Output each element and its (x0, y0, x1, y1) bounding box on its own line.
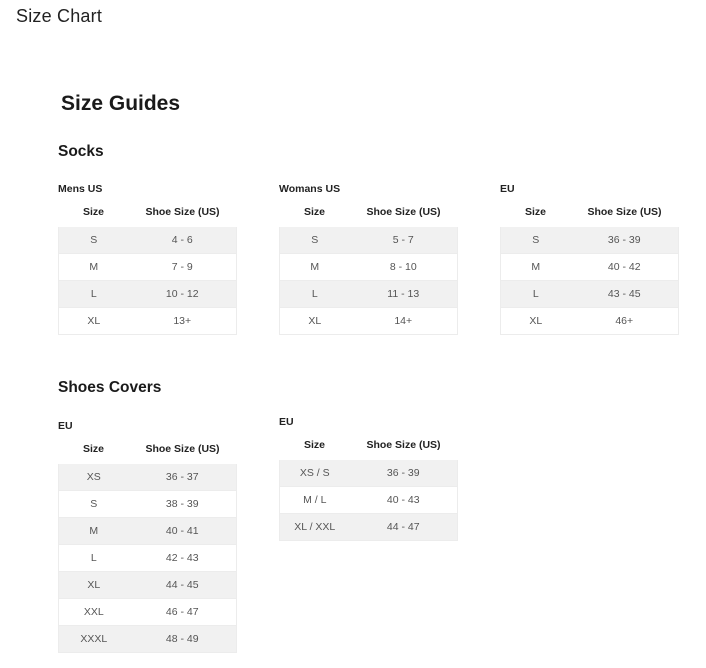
shoe-size-cell: 36 - 39 (350, 460, 458, 487)
size-cell: XS / S (280, 460, 350, 487)
header-shoe-size: Shoe Size (US) (145, 442, 220, 455)
shoe-size-cell: 46+ (571, 308, 679, 335)
size-cell: L (59, 281, 129, 308)
size-cell: L (280, 281, 350, 308)
header-shoe-size: Shoe Size (US) (366, 438, 441, 451)
table-row (501, 281, 679, 308)
size-cell: M (59, 518, 129, 545)
table-row (59, 545, 237, 572)
table-row (501, 227, 679, 254)
size-cell: XL (501, 308, 571, 335)
table-row (59, 464, 237, 491)
table-row (280, 460, 458, 487)
shoe-size-cell: 40 - 42 (571, 254, 679, 281)
table-row (280, 487, 458, 514)
size-cell: XL (280, 308, 350, 335)
table-label: EU (58, 420, 73, 432)
table-row (59, 491, 237, 518)
shoe-size-cell: 8 - 10 (350, 254, 458, 281)
size-cell: S (501, 227, 571, 254)
table-label: Mens US (58, 183, 103, 195)
size-table (58, 433, 237, 653)
table-row (280, 281, 458, 308)
socks-womans-us-block (279, 182, 457, 335)
table-row (59, 227, 237, 254)
table-row (59, 599, 237, 626)
size-cell: XL / XXL (280, 514, 350, 541)
header-size: Size (82, 442, 104, 455)
size-cell: S (280, 227, 350, 254)
table-row (280, 227, 458, 254)
page-title: Size Chart (16, 6, 103, 26)
table-row (59, 518, 237, 545)
table-label: Womans US (279, 183, 341, 195)
shoe-size-cell: 40 - 41 (129, 518, 237, 545)
table-row (501, 254, 679, 281)
shoe-size-cell: 5 - 7 (350, 227, 458, 254)
shoe-size-cell: 10 - 12 (129, 281, 237, 308)
header-size: Size (303, 438, 325, 451)
table-row (280, 254, 458, 281)
size-cell: S (59, 491, 129, 518)
size-table (279, 429, 458, 541)
size-cell: S (59, 227, 129, 254)
shoe-covers-eu-combined-block (279, 415, 457, 541)
size-table (58, 196, 237, 335)
table-row (280, 514, 458, 541)
shoe-size-cell: 46 - 47 (129, 599, 237, 626)
shoe-size-cell: 44 - 45 (129, 572, 237, 599)
table-row (501, 308, 679, 335)
shoe-size-cell: 7 - 9 (129, 254, 237, 281)
table-row (59, 626, 237, 653)
shoe-covers-heading: Shoes Covers (58, 379, 162, 396)
size-table (279, 196, 458, 335)
size-guides-heading: Size Guides (61, 92, 181, 115)
shoe-size-cell: 36 - 39 (571, 227, 679, 254)
shoe-size-cell: 43 - 45 (571, 281, 679, 308)
shoe-size-cell: 48 - 49 (129, 626, 237, 653)
header-shoe-size: Shoe Size (US) (587, 205, 662, 218)
size-cell: XL (59, 572, 129, 599)
shoe-size-cell: 4 - 6 (129, 227, 237, 254)
size-cell: L (501, 281, 571, 308)
size-cell: XXL (59, 599, 129, 626)
size-table (500, 196, 679, 335)
shoe-size-cell: 11 - 13 (350, 281, 458, 308)
shoe-size-cell: 40 - 43 (350, 487, 458, 514)
header-size: Size (303, 205, 325, 218)
shoe-size-cell: 14+ (350, 308, 458, 335)
shoe-size-cell: 13+ (129, 308, 237, 335)
shoe-size-cell: 36 - 37 (129, 464, 237, 491)
socks-mens-us-block (58, 182, 236, 335)
table-row (59, 281, 237, 308)
table-row (280, 308, 458, 335)
shoe-size-cell: 44 - 47 (350, 514, 458, 541)
header-shoe-size: Shoe Size (US) (145, 205, 220, 218)
table-row (59, 308, 237, 335)
table-row (59, 254, 237, 281)
size-cell: M / L (280, 487, 350, 514)
header-shoe-size: Shoe Size (US) (366, 205, 441, 218)
table-row (59, 572, 237, 599)
header-size: Size (82, 205, 104, 218)
table-label: EU (500, 183, 515, 195)
shoe-covers-eu-block (58, 419, 236, 653)
size-cell: XXXL (59, 626, 129, 653)
size-cell: M (501, 254, 571, 281)
size-cell: XS (59, 464, 129, 491)
size-cell: XL (59, 308, 129, 335)
socks-heading: Socks (58, 143, 104, 160)
header-size: Size (524, 205, 546, 218)
size-cell: M (59, 254, 129, 281)
size-cell: L (59, 545, 129, 572)
shoe-size-cell: 38 - 39 (129, 491, 237, 518)
table-label: EU (279, 416, 294, 428)
size-cell: M (280, 254, 350, 281)
shoe-size-cell: 42 - 43 (129, 545, 237, 572)
socks-eu-block (500, 182, 678, 335)
